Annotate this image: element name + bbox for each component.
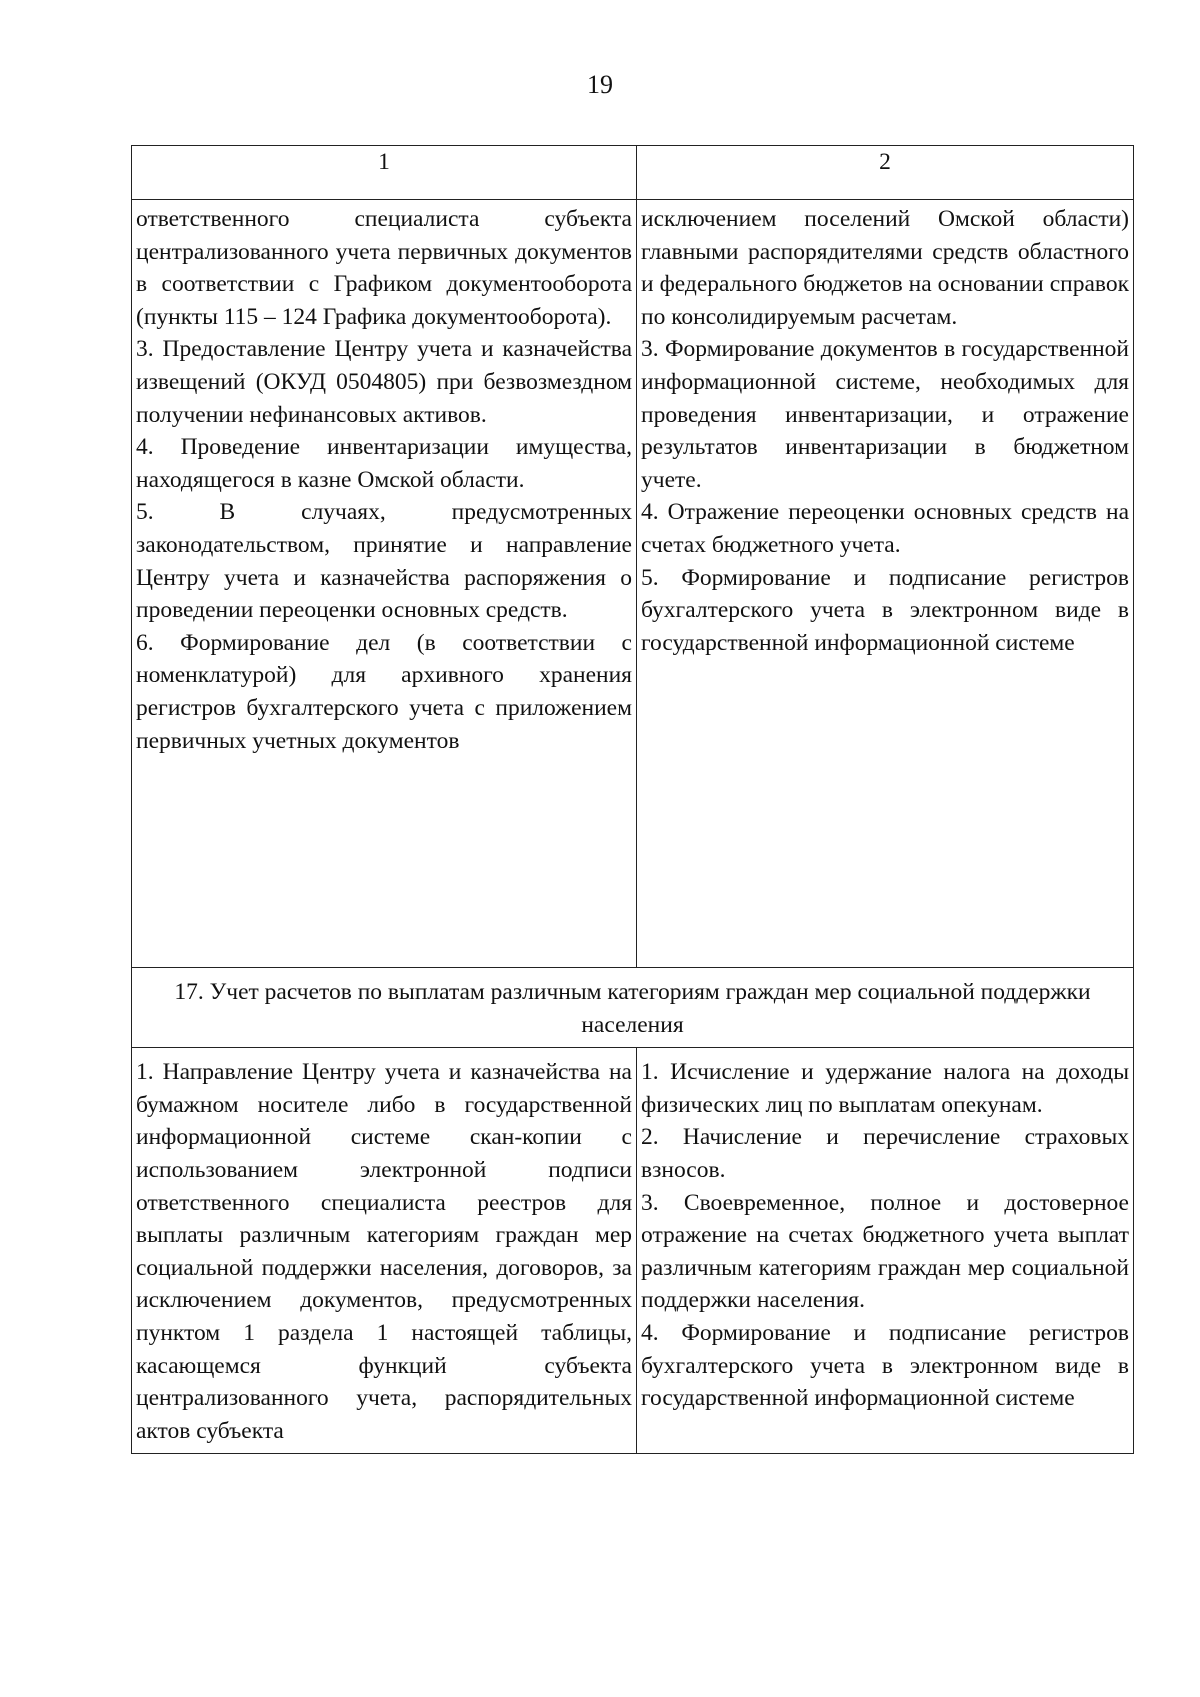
paragraph: исключением поселений Омской области) главными распорядителями средств областного и федерального бюджетов на основании справок по консолидируемым расчетам. (641, 206, 1129, 330)
paragraph: 4. Проведение инвентаризации имущества, находящегося в казне Омской области. (136, 434, 632, 493)
row-cell-col1 (132, 200, 637, 968)
paragraph: 1. Направление Центру учета и казначейства на бумажном носителе либо в государственной информационной системе скан-копии с использованием электронной подписи ответственного специалиста реестров для выплаты различным категориям граждан мер социальной поддержки населения, договоров, за исключением документов, предусмотренных пунктом 1 раздела 1 настоящей таблицы, касающемся функций субъекта централизованного учета, распорядительных актов субъекта (136, 1059, 632, 1444)
table-row (132, 200, 1134, 968)
paragraph: 3. Предоставление Центру учета и казначейства извещений (ОКУД 0504805) при безвозмездном получении нефинансовых активов. (136, 336, 632, 428)
section-row (132, 968, 1134, 1048)
paragraph: 3. Своевременное, полное и достоверное отражение на счетах бюджетного учета выплат различным категориям граждан мер социальной поддержки населения. (641, 1189, 1129, 1314)
table-header-row (132, 146, 1134, 200)
paragraph: 6. Формирование дел (в соответствии с номенклатурой) для архивного хранения регистров бухгалтерского учета с приложением первичных учетных документов (136, 629, 632, 754)
row-cell-col1 (132, 1048, 637, 1454)
paragraph: 2. Начисление и перечисление страховых взносов. (641, 1124, 1129, 1183)
paragraph: 1. Исчисление и удержание налога на доходы физических лиц по выплатам опекунам. (641, 1059, 1129, 1118)
table-row (132, 1048, 1134, 1454)
paragraph: ответственного специалиста субъекта централизованного учета первичных документов в соответствии с Графиком документооборота (пункты 115 – 124 Графика документооборота). (136, 206, 632, 330)
page-number: 19 (587, 70, 613, 99)
row-cell-col2 (637, 200, 1134, 968)
paragraph: 5. В случаях, предусмотренных законодательством, принятие и направление Центру учета и казначейства распоряжения о проведении переоценки основных средств. (136, 499, 632, 624)
paragraph: 3. Формирование документов в государственной информационной системе, необходимых для проведения инвентаризации, и отражение результатов инвентаризации в бюджетном учете. (641, 336, 1129, 493)
paragraph: 4. Отражение переоценки основных средств на счетах бюджетного учета. (641, 499, 1129, 558)
paragraph: 5. Формирование и подписание регистров бухгалтерского учета в электронном виде в государственной информационной системе (641, 564, 1129, 656)
paragraph: 4. Формирование и подписание регистров бухгалтерского учета в электронном виде в государственной информационной системе (641, 1319, 1129, 1412)
column-header-2: 2 (637, 146, 1134, 200)
column-header-1: 1 (132, 146, 637, 200)
document-table (131, 145, 1134, 1454)
row-cell-col2 (637, 1048, 1134, 1454)
section-title: 17. Учет расчетов по выплатам различным категориям граждан мер социальной поддержки населения (132, 968, 1134, 1048)
